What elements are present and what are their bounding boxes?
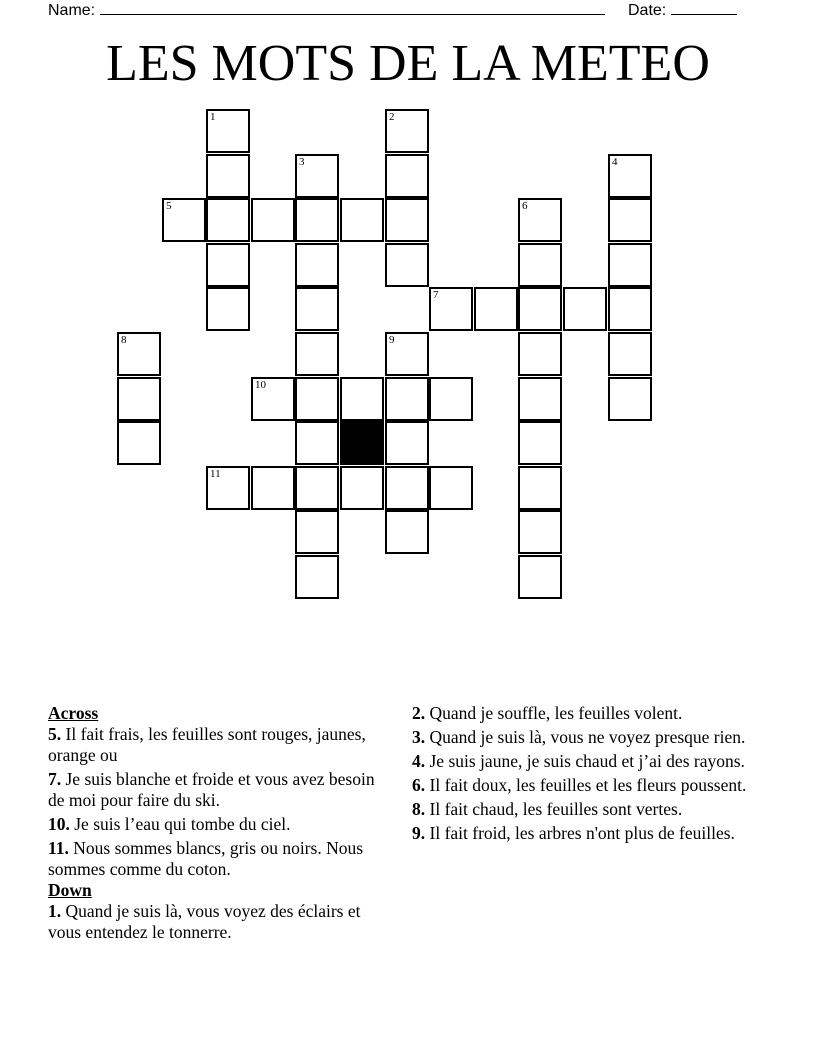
clue-text: Quand je suis là, vous ne voyez presque rien. bbox=[429, 727, 746, 747]
crossword-cell[interactable] bbox=[206, 198, 250, 242]
date-label: Date: bbox=[628, 2, 667, 19]
clue-number-label: 6 bbox=[522, 200, 528, 212]
clues-right-column bbox=[412, 703, 757, 847]
clue-text: Quand je souffle, les feuilles volent. bbox=[429, 703, 683, 723]
crossword-cell-11[interactable] bbox=[206, 466, 250, 510]
clue-number: 2. bbox=[412, 703, 426, 723]
crossword-cell[interactable] bbox=[295, 466, 339, 510]
crossword-cell[interactable] bbox=[385, 466, 429, 510]
clue-number-label: 3 bbox=[299, 156, 305, 168]
clue-text: Je suis blanche et froide et vous avez besoin de moi pour faire du ski. bbox=[48, 769, 375, 810]
clue-across-7 bbox=[48, 769, 393, 811]
clue-number: 8. bbox=[412, 799, 426, 819]
clue-number-label: 11 bbox=[210, 468, 221, 480]
crossword-cell-8[interactable] bbox=[117, 332, 161, 376]
crossword-cell[interactable] bbox=[385, 243, 429, 287]
crossword-cell-5[interactable] bbox=[162, 198, 206, 242]
clue-across-5 bbox=[48, 724, 393, 766]
crossword-cell[interactable] bbox=[429, 377, 473, 421]
clue-number: 5. bbox=[48, 724, 62, 744]
crossword-cell[interactable] bbox=[608, 377, 652, 421]
clue-text: Quand je suis là, vous voyez des éclairs et vous entendez le tonnerre. bbox=[48, 901, 361, 942]
crossword-cell-9[interactable] bbox=[385, 332, 429, 376]
clue-down-2 bbox=[412, 703, 757, 724]
clue-down-3 bbox=[412, 727, 757, 748]
crossword-cell[interactable] bbox=[206, 287, 250, 331]
crossword-cell[interactable] bbox=[206, 243, 250, 287]
crossword-cell[interactable] bbox=[295, 198, 339, 242]
crossword-cell[interactable] bbox=[518, 332, 562, 376]
crossword-cell[interactable] bbox=[206, 154, 250, 198]
name-label: Name: bbox=[48, 2, 96, 19]
clue-down-6 bbox=[412, 775, 757, 796]
crossword-cell-6[interactable] bbox=[518, 198, 562, 242]
crossword-cell[interactable] bbox=[518, 555, 562, 599]
black-square bbox=[340, 421, 384, 465]
clue-number-label: 10 bbox=[255, 379, 266, 391]
clue-text: Il fait doux, les feuilles et les fleurs poussent. bbox=[429, 775, 747, 795]
crossword-cell[interactable] bbox=[518, 287, 562, 331]
crossword-cell-7[interactable] bbox=[429, 287, 473, 331]
crossword-cell[interactable] bbox=[340, 198, 384, 242]
clue-text: Nous sommes blancs, gris ou noirs. Nous sommes comme du coton. bbox=[48, 838, 364, 879]
crossword-cell[interactable] bbox=[295, 287, 339, 331]
clue-text: Je suis jaune, je suis chaud et j’ai des rayons. bbox=[429, 751, 745, 771]
crossword-cell[interactable] bbox=[295, 377, 339, 421]
crossword-cell[interactable] bbox=[385, 510, 429, 554]
crossword-cell[interactable] bbox=[295, 555, 339, 599]
crossword-cell-2[interactable] bbox=[385, 109, 429, 153]
crossword-cell[interactable] bbox=[518, 466, 562, 510]
clue-number-label: 8 bbox=[121, 334, 127, 346]
clue-number-label: 7 bbox=[433, 289, 439, 301]
clue-number: 10. bbox=[48, 814, 70, 834]
crossword-cell[interactable] bbox=[251, 466, 295, 510]
clue-number: 3. bbox=[412, 727, 426, 747]
clue-number-label: 2 bbox=[389, 111, 395, 123]
crossword-cell-1[interactable] bbox=[206, 109, 250, 153]
crossword-cell[interactable] bbox=[474, 287, 518, 331]
crossword-cell[interactable] bbox=[518, 421, 562, 465]
clue-down-8 bbox=[412, 799, 757, 820]
crossword-cell[interactable] bbox=[385, 154, 429, 198]
page-title: LES MOTS DE LA METEO bbox=[106, 35, 710, 92]
crossword-cell[interactable] bbox=[117, 421, 161, 465]
clue-down-1 bbox=[48, 901, 393, 943]
crossword-cell[interactable] bbox=[117, 377, 161, 421]
down-heading: Down bbox=[48, 880, 92, 900]
crossword-cell[interactable] bbox=[518, 243, 562, 287]
clue-number-label: 1 bbox=[210, 111, 216, 123]
clue-across-10 bbox=[48, 814, 393, 835]
clue-number-label: 5 bbox=[166, 200, 172, 212]
crossword-cell[interactable] bbox=[608, 198, 652, 242]
crossword-cell[interactable] bbox=[429, 466, 473, 510]
clue-number: 9. bbox=[412, 823, 426, 843]
clue-text: Il fait frais, les feuilles sont rouges, jaunes, orange ou bbox=[48, 724, 366, 765]
crossword-cell-4[interactable] bbox=[608, 154, 652, 198]
clue-number: 6. bbox=[412, 775, 426, 795]
crossword-cell-10[interactable] bbox=[251, 377, 295, 421]
crossword-cell[interactable] bbox=[385, 421, 429, 465]
crossword-cell[interactable] bbox=[563, 287, 607, 331]
crossword-cell[interactable] bbox=[295, 332, 339, 376]
crossword-cell[interactable] bbox=[295, 243, 339, 287]
crossword-cell[interactable] bbox=[251, 198, 295, 242]
clue-text: Je suis l’eau qui tombe du ciel. bbox=[74, 814, 291, 834]
crossword-cell[interactable] bbox=[295, 510, 339, 554]
crossword-cell[interactable] bbox=[295, 421, 339, 465]
crossword-cell[interactable] bbox=[608, 243, 652, 287]
crossword-cell[interactable] bbox=[340, 377, 384, 421]
crossword-cell[interactable] bbox=[518, 377, 562, 421]
clue-text: Il fait chaud, les feuilles sont vertes. bbox=[429, 799, 683, 819]
crossword-cell[interactable] bbox=[340, 466, 384, 510]
across-heading: Across bbox=[48, 703, 99, 723]
clue-down-9 bbox=[412, 823, 757, 844]
clue-number: 4. bbox=[412, 751, 426, 771]
clue-number-label: 9 bbox=[389, 334, 395, 346]
clues-left-column bbox=[48, 703, 393, 946]
crossword-cell[interactable] bbox=[385, 198, 429, 242]
crossword-cell[interactable] bbox=[385, 377, 429, 421]
clue-number: 11. bbox=[48, 838, 69, 858]
crossword-cell[interactable] bbox=[608, 332, 652, 376]
clue-down-4 bbox=[412, 751, 757, 772]
clue-number: 1. bbox=[48, 901, 62, 921]
crossword-cell[interactable] bbox=[608, 287, 652, 331]
clue-number: 7. bbox=[48, 769, 62, 789]
clue-across-11 bbox=[48, 838, 393, 880]
crossword-cell-3[interactable] bbox=[295, 154, 339, 198]
crossword-cell[interactable] bbox=[518, 510, 562, 554]
clue-text: Il fait froid, les arbres n'ont plus de feuilles. bbox=[429, 823, 735, 843]
clue-number-label: 4 bbox=[612, 156, 618, 168]
